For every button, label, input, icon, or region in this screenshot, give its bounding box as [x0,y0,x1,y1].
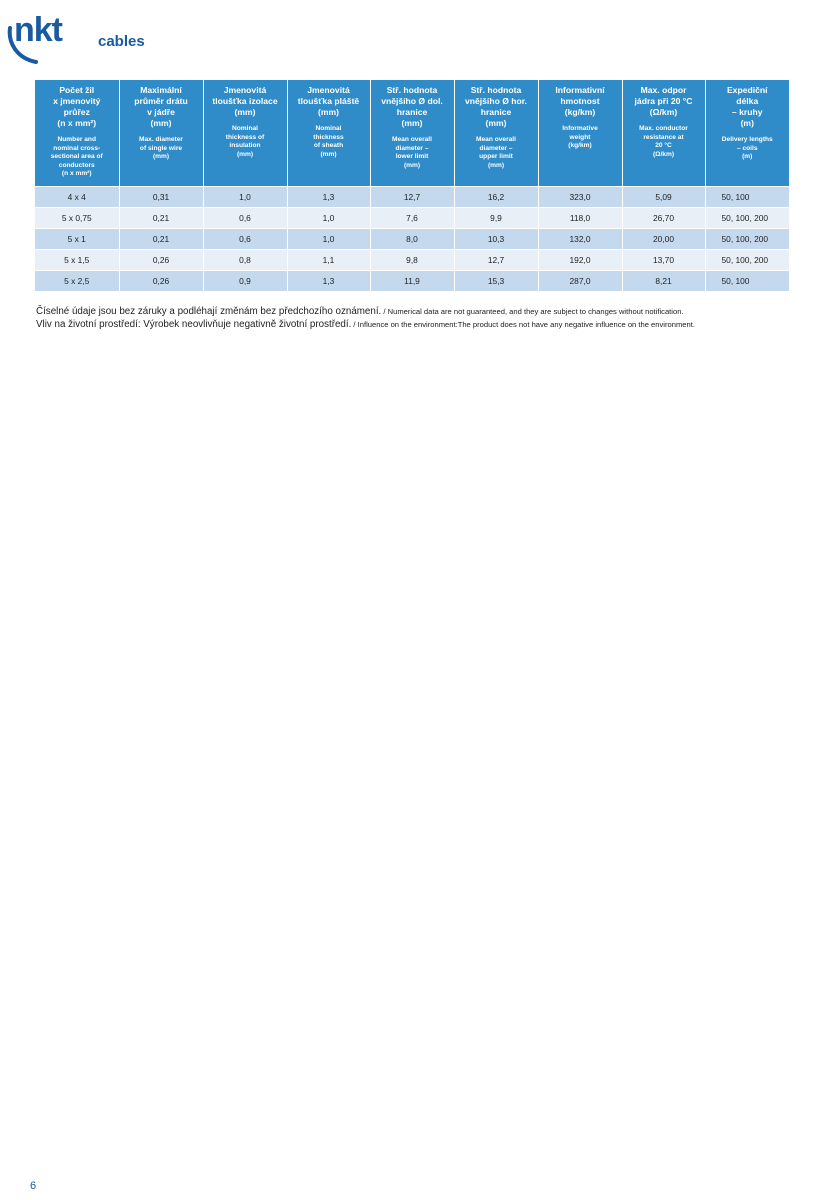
table-cell: 8,21 [622,270,705,291]
table-cell: 5 x 1 [35,228,119,249]
logo-subtitle: cables [98,33,145,50]
table-cell: 15,3 [454,270,538,291]
table-cell: 1,3 [287,270,370,291]
column-header-cz: Maximální průměr drátu v jádře (mm) [134,85,188,128]
table-cell: 1,3 [287,186,370,207]
column-header [119,80,203,186]
table-cell: 0,9 [203,270,287,291]
column-header-cz: Jmenovitá tloušťka pláště (mm) [297,85,360,117]
table-row [35,270,789,291]
table-cell: 12,7 [370,186,454,207]
column-header-cz: Max. odpor jádra při 20 °C (Ω/km) [634,85,693,117]
table-cell: 5 x 1,5 [35,249,119,270]
table-cell: 13,70 [622,249,705,270]
table-cell: 7,6 [370,207,454,228]
table-cell: 4 x 4 [35,186,119,207]
column-header-cz: Stř. hodnota vnějšího Ø hor. hranice (mm) [464,85,528,128]
column-header-en: Number and nominal cross- sectional area of conductors (n x mm²) [50,136,103,178]
column-header-cz: Jmenovitá tloušťka izolace (mm) [212,85,278,117]
table-cell: 9,8 [370,249,454,270]
table-cell: 1,0 [287,207,370,228]
table-cell: 0,8 [203,249,287,270]
table-cell: 5 x 0,75 [35,207,119,228]
column-header-en: Nominal thickness of sheath (mm) [313,125,344,158]
table-cell: 50, 100, 200 [705,228,789,249]
table-cell: 10,3 [454,228,538,249]
column-header-cz: Počet žil x jmenovitý průřez (n x mm²) [53,85,101,128]
table-cell: 11,9 [370,270,454,291]
column-header [287,80,370,186]
table-header-row [35,80,789,186]
table-row [35,186,789,207]
column-header [705,80,789,186]
table-row [35,207,789,228]
table-cell: 0,31 [119,186,203,207]
column-header [622,80,705,186]
table-cell: 9,9 [454,207,538,228]
table-cell: 192,0 [538,249,622,270]
note-environment [36,318,816,331]
note-environment-en: / Influence on the environment:The product does not have any negative influence on the environment. [351,320,695,329]
table-cell: 26,70 [622,207,705,228]
note-guarantee-cz: Číselné údaje jsou bez záruky a podléhají změnám bez předchozího oznámení. [36,306,382,317]
table-cell: 0,26 [119,270,203,291]
nkt-cables-logo [6,8,156,64]
column-header-en: Max. conductor resistance at 20 °C (Ω/km) [639,125,688,158]
column-header-cz: Stř. hodnota vnějšího Ø dol. hranice (mm) [381,85,443,128]
table-cell: 5,09 [622,186,705,207]
note-guarantee-en: / Numerical data are not guaranteed, and they are subject to changes without notification. [381,307,684,316]
column-header-en: Nominal thickness of insulation (mm) [225,125,265,158]
logo-brand: nkt [14,11,62,49]
table-cell: 0,21 [119,228,203,249]
page-number: 6 [30,1180,37,1192]
footnotes [36,305,816,331]
table-body [35,186,789,291]
table-cell: 50, 100, 200 [705,207,789,228]
table-cell: 20,00 [622,228,705,249]
table-cell: 1,0 [203,186,287,207]
column-header-en: Mean overall diameter – lower limit (mm) [392,136,432,169]
table-cell: 0,21 [119,207,203,228]
table-cell: 12,7 [454,249,538,270]
column-header-en: Max. diameter of single wire (mm) [139,136,183,161]
table-cell: 1,0 [287,228,370,249]
table-cell: 8,0 [370,228,454,249]
table-cell: 118,0 [538,207,622,228]
table-cell: 1,1 [287,249,370,270]
table-cell: 50, 100, 200 [705,249,789,270]
note-guarantee [36,305,816,318]
column-header [454,80,538,186]
table-cell: 0,6 [203,207,287,228]
table-cell: 132,0 [538,228,622,249]
cable-spec-table [35,80,789,291]
table-cell: 50, 100 [705,270,789,291]
table-cell: 50, 100 [705,186,789,207]
column-header-en: Informative weight (kg/km) [562,125,598,150]
table-row [35,249,789,270]
note-environment-cz: Vliv na životní prostředí: Výrobek neovlivňuje negativně životní prostředí. [36,319,352,330]
column-header-cz: Expediční délka – kruhy (m) [726,85,768,128]
table-cell: 0,6 [203,228,287,249]
column-header-en: Mean overall diameter – upper limit (mm) [476,136,516,169]
table-cell: 5 x 2,5 [35,270,119,291]
column-header [203,80,287,186]
column-header [35,80,119,186]
table-row [35,228,789,249]
column-header [370,80,454,186]
table-cell: 287,0 [538,270,622,291]
column-header [538,80,622,186]
table-cell: 0,26 [119,249,203,270]
table-cell: 16,2 [454,186,538,207]
table-cell: 323,0 [538,186,622,207]
column-header-en: Delivery lengths – coils (m) [721,136,773,161]
column-header-cz: Informativní hmotnost (kg/km) [555,85,605,117]
